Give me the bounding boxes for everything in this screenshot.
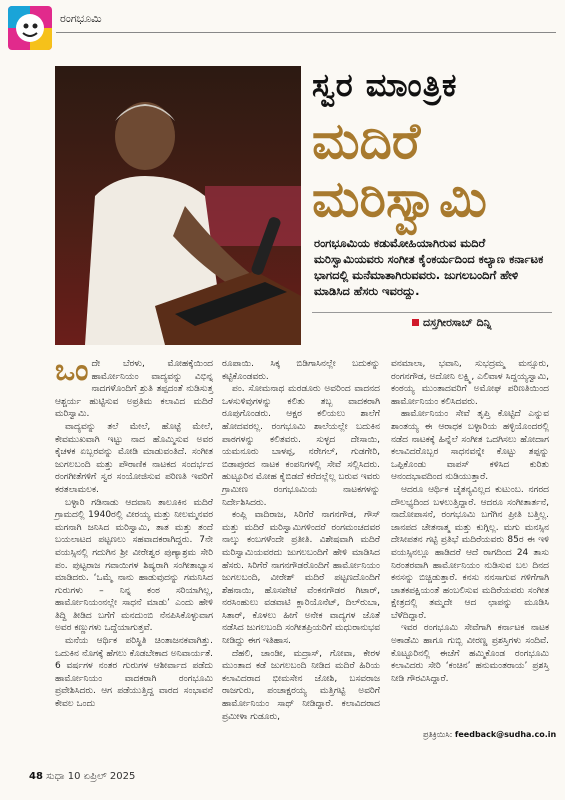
paragraph: ವಾದ್ಯವನ್ನು ತಲೆ ಮೇಲೆ, ಹೊಟ್ಟೆ ಮೇಲೆ, ಕೇವಮುಖವಾಗಿ ಇಟ್ಟು ನಾದ ಹೊಮ್ಮಿಸುವ ಅವರ ಕೈಚಳಕ ಏಬ್ಬರವನ್ನು ಮೋಡಿ ಮಾಡುವಂತಿದೆ. ಸಂಗೀತ ಜುಗಲಬಂದಿ ಮತ್ತು ಪೌರಾಣಿಕ ನಾಟಕದ ಸಂದರ್ಭದ ರಂಗಗೀತೆಗಳಿಗೆ ಸ್ವರ ಸಂಯೋಜಿಸುವ ಪರಿಣತಿ ಇವರಿಗೆ ಕರತಲಾಮಲಕ. <box>55 421 213 495</box>
magazine-logo <box>8 6 52 50</box>
header-divider <box>56 32 556 33</box>
paragraph: ಪಂ. ಸೋಮನಾಥ ಮರಡೂರು ಅವರಿಂದ ವಾದನದ ಒಳಸುಳಿವುಗಳನ್ನು ಕಲಿತು ತಬ್ಬ ವಾದಕರಾಗಿ ರೂಪುಗೊಂಡರು. ಆಕ್ಷರ ಕಲಿಯಲು ಶಾಲೆಗೆ ಹೋದವರಲ್ಲ. ರಂಗಭೂಮಿ ಶಾಲೆಯಲ್ಲೇ ಬದುಕಿನ ಪಾಠಗಳನ್ನು ಕಲಿತವರು. ಸುಳ್ಳದ ದೇಸಾಯಿ, ಯಮನೂರು ಬಾಳಪ್ಪ, ನರೇಗಲ್, ಗುಡಗೇರಿ, ಬಿಡಾಪುರದ ನಾಟಕ ಕಂಪನಿಗಳಲ್ಲಿ ಸೇವೆ ಸಲ್ಲಿಸಿದರು. ಹುಟ್ಟೂರಿನ ಮೋಹ ಕೈಬಿಡದೆ ಕರೆದಲ್ಲೆಲ್ಲ ಬರುವ ಇವರು ಗ್ರಾಮೀಣ ರಂಗಭೂಮಿಯ ನಾಟಕಗಳನ್ನು ನಿರ್ದೇಶಿಸಿದರು. <box>222 384 380 508</box>
paragraph: ಆದರೂ ಆರ್ಥಿಕ ಚೈತನ್ಯವಿಲ್ಲದ ಕುಟುಂಬ. ನಗರದ ದೌಲಭ್ಯದಿಂದ ಬಳಲುತ್ತಿದ್ದಾರೆ. ಆದರೂ ಸಂಗೀತಾರ್ತನೆ, ನಾದೋಪಾಸನೆ, ರಂಗಭೂಮಿ ಬಗೆಗಿನ ಪ್ರೀತಿ ಬತ್ತಿಲ್ಲ. ಜಾನಪದ ಚೇತನಾತ್ಮ ಮತ್ತು ಕುಗ್ಗಿಲ್ಲ. ಮಗು ಮನಸ್ಸಿನ ದೇಸೀಪತನ ಗಟ್ಟಿ ಪ್ರತಿಭೆ ಮದಿರೆಯವರು 85ರ ಈ ಇಳಿ ವಯಸ್ಸಿನಲ್ಲೂ ಹಾಡಿದರೆ ಆದೆ ರಾಗದಿಂದ 24 ತಾಸು ನಿರಂತರವಾಗಿ ಹಾರ್ಮೋನಿಯಂ ನುಡಿಸುವ ಬಲ ದಿನದ ಕನಸನ್ನು ಬಿಚ್ಚಿಡುತ್ತಾರೆ. ಕನಸು ನನಸಾಗುವ ಗಳಿಗೆಗಾಗಿ ಚಾತಕಪಕ್ಷಿಯಂತೆ ಹಂಬಲಿಸುವ ಮದಿರೆಯವರು ಸಂಗೀತ ಕ್ಷೇತ್ರದಲ್ಲಿ ತಮ್ಮದೇ ಆದ ಛಾಪನ್ನು ಮೂಡಿಸಿ ಬೆಳೆದಿದ್ದಾರೆ. <box>391 484 549 621</box>
article-title-line2: ಮರಿಸ್ವಾಮಿ <box>312 170 487 228</box>
body-column-1 <box>55 353 213 711</box>
paragraph: ವನಮಾಲಾ, ಭವಾನಿ, ಸುಭದ್ರಮ್ಮ ಮನ್ಸೂರು, ರಂಗನಗೌಡ, ಅದೋನಿ ಲಕ್ಷ್ಮಿ, ಎಲಿವಾಳ ಸಿದ್ದಯ್ಯಸ್ವಾಮಿ, ಕಂಠಯ್ಯ ಮುಂತಾದವರಿಗೆ ಅಮೋಘ ಪರಿಣತಿಯಿಂದ ಹಾರ್ಮೋನಿಯಂ ಕಲಿಸಿದವರು. <box>391 359 549 407</box>
summary-divider <box>312 312 552 313</box>
article-title-line1: ಮದಿರೆ <box>312 112 421 170</box>
feedback-line <box>423 730 556 740</box>
musician-photo <box>55 66 301 345</box>
author-name: ದಸ್ತಗೀರಸಾಬ್ ದಿನ್ನಿ <box>423 316 492 329</box>
byline-marker-icon <box>412 319 419 326</box>
page-footer <box>29 771 135 782</box>
paragraph: ಮನೆಯ ಆರ್ಥಿಕ ಪರಿಸ್ಥಿತಿ ಚಿಂತಾಜನಕವಾಗಿತ್ತು. ಒದುಕಿನ ನೊಗಕ್ಕೆ ಹೆಗಲು ಕೊಡಬೇಕಾದ ಅನಿವಾರ್ಯತೆ. 6 ವರ್ಷಗಳ ನಂತರ ಗುರುಗಳ ಆಶೀರ್ವಾದ ಪಡೆದು ಹಾರ್ಮೋನಿಯಂ ವಾದಕರಾಗಿ ರಂಗಭೂಮಿ ಪ್ರವೇಶಿಸಿದರು. ಆಗ ಪಡೆಯುತ್ತಿದ್ದ ವಾರದ ಸಂಭಾವನೆ ಕೇವಲ ಒಂದು <box>55 636 213 710</box>
body-column-2 <box>222 358 380 723</box>
article-summary: ರಂಗಭೂಮಿಯ ಕಡುಮೋಹಿಯಾಗಿರುವ ಮದಿರೆ ಮರಿಸ್ವಾಮಿಯವರು ಸಂಗೀತ ಕೈಂಕರ್ಯದಿಂದ ಕಲ್ಯಾಣ ಕರ್ನಾಟಕ ಭಾಗದಲ್ಲಿ ಮನೆಮಾತಾಗಿರುವವರು. ಜುಗಲಬಂದಿಗೆ ಹೇಳಿ ಮಾಡಿಸಿದ ಹೆಸರು ಇವರದ್ದು. <box>314 236 544 298</box>
section-label: ರಂಗಭೂಮಿ <box>60 12 102 25</box>
byline <box>412 316 491 330</box>
paragraph-text: ದೇ ಬೆರಳು, ಮೋಹಕ್ಕೆಯಿಂದ ಹಾರ್ಮೋನಿಯಂ ವಾದ್ಯವನ್ನು ವಿಭಿನ್ನ ನಾದಗಳೊಂದಿಗೆ ಶ್ರುತಿ ತಪ್ಪದಂತೆ ನುಡಿಸುತ್ತ ಆಶ್ಚರ್ಯ ಹುಟ್ಟಿಸುವ ಅಪ್ರತಿಮ ಕಲಾವಿದ ಮದಿರೆ ಮರಿಸ್ವಾಮಿ. <box>55 359 213 420</box>
drop-cap: ಒಂ <box>55 353 89 388</box>
body-column-3 <box>391 358 549 685</box>
article-kicker: ಸ್ವರ ಮಾಂತ್ರಿಕ <box>312 66 458 104</box>
paragraph: ಹಾರ್ಮೋನಿಯಂ ಸೇವೆ ತೃಪ್ತಿ ಕೊಟ್ಟಿದೆ ಎನ್ನುವ ಶಾಂತಯ್ಯ ಈ ಆರಾಧಕ ಬಳ್ಳಾರಿಯ ಹಳ್ಳಿಯೊಂದರಲ್ಲಿ ನಡೆದ ನಾಟಕಕ್ಕೆ ಹಿನ್ನೆಲೆ ಸಂಗೀತ ಒದಗಿಸಲು ಹೋದಾಗ ಕಲಾವಿದರೊಬ್ಬರ ಸಾಧನವನ್ನೇ ಕೊಟ್ಟು ತಪ್ಪನ್ನು ಒಪ್ಪಿಕೊಂಡು ವಾಪಸ್ ಕಳಿಸಿದ ಕುರಿತು ಆನಂದಭಾವದಿಂದ ನುಡಿಯುತ್ತಾರೆ. <box>391 409 549 483</box>
page-number: 48 <box>29 771 43 782</box>
feedback-label: ಪ್ರತಿಕ್ರಿಯಿಸಿ: <box>423 730 453 739</box>
paragraph: ಕಂಪ್ಲಿ ವಾದಿರಾಜ, ಸಿರಿಗೆರೆ ನಾಗನಗೌಡ, ಗೌಸ್ ಮತ್ತು ಮದಿರೆ ಮರಿಸ್ವಾಮಿಗಳಿಂದರೆ ರಂಗಮಂಚದವರ ನಾಲ್ಕು ಕಂಬಗಳೆಂದೇ ಪ್ರತೀತಿ. ವಿಶೇಷವಾಗಿ ಮದಿರೆ ಮರಿಸ್ವಾಮಿಯವರದು ಜುಗಲಬಂದಿಗೆ ಹೇಳಿ ಮಾಡಿಸಿದ ಹೆಸರು. ಸಿರಿಗೆರೆ ನಾಗನಗೌಡರೊಂದಿಗೆ ಹಾರ್ಮೋನಿಯಂ ಜುಗಲಬಂದಿ, ವೀರೇಶ್ ಮದಿರೆ ಪಟ್ಟಣದೊಂದಿಗೆ ಶೆಹನಾಯಿ, ಹೊಸಪೇಟೆ ವೆಂಕನಗೌಡರ ಗಿಟಾರ್, ನರಸಿಂಹುಲು ವಡವಾಟಿ ಕ್ಲಾರಿಯೊನೆಟ್, ದಿಲ್‌ರುಬಾ, ಸಿತಾರ್, ಕೊಳಲು ಹೀಗೆ ಅನೇಕ ವಾದ್ಯಗಳ ಜೊತೆ ನಡೆಸಿದ ಜುಗಲಬಂದಿ ಸಂಗೀತಪ್ರಿಯರಿಗೆ ಮಧುರಾನುಭವ ನೀಡಿದ್ದು ಈಗ ಇತಿಹಾಸ. <box>222 510 380 647</box>
paragraph <box>55 353 213 421</box>
issue-date: ಸುಧಾ 10 ಏಪ್ರಿಲ್ 2025 <box>46 771 136 782</box>
paragraph: ಇವರ ರಂಗಭೂಮಿ ಸೇವೆಗಾಗಿ ಕರ್ನಾಟಕ ನಾಟಕ ಅಕಾಡೆಮಿ ಹಾಗೂ ಗುಬ್ಬಿ ವೀರಣ್ಣ ಪ್ರಶಸ್ತಿಗಳು ಸಂದಿವೆ. ಕೊಟ್ಟೂರಿನಲ್ಲಿ ಈಚೆಗೆ ಹಮ್ಮಿಕೊಂಡ ರಂಗಭೂಮಿ ಕಲಾವಿದರು ಸೇರಿ ‘ಕಂಚಿನ’ ಹನುಮಂತರಾಯ’ ಪ್ರಶಸ್ತಿ ನೀಡಿ ಗೌರವಿಸಿದ್ದಾರೆ. <box>391 623 549 684</box>
paragraph: ರೂಪಾಯಿ. ಸಿಕ್ಕ ಬಿಡಿಗಾಸಿನಲ್ಲೇ ಬದುಕನ್ನು ಕಟ್ಟಿಕೊಂಡವರು. <box>222 359 380 382</box>
paragraph: ದೆಹಲಿ, ಚಾಂಡೀ, ಮದ್ರಾಸ್, ಗೋವಾ, ಕೇರಳ ಮುಂತಾದ ಕಡೆ ಜುಗಲಬಂದಿ ನೀಡಿದ ಮದಿರೆ ಹಿರಿಯ ಕಲಾವಿದರಾದ ಭೀಮಸೇನ ಜೋಶಿ, ಬಸವರಾಜ ರಾಜಗುರು, ಪಂಚಾಕ್ಷರಯ್ಯ ಮತ್ತಿಗಟ್ಟಿ ಅವರಿಗೆ ಹಾರ್ಮೋನಿಯಂ ಸಾಥ್ ನೀಡಿದ್ದಾರೆ. ಕಲಾವಿದರಾದ ಪ್ರಮೀಳಾ ಗುಡೂರು, <box>222 648 380 722</box>
feedback-email[interactable]: feedback@sudha.co.in <box>454 730 557 739</box>
paragraph: ಬಳ್ಳಾರಿ ಗಡಿನಾಡು ಆದವಾನಿ ತಾಲೂಕಿನ ಮದಿರೆ ಗ್ರಾಮದಲ್ಲಿ 1940ರಲ್ಲಿ ವೀರಯ್ಯ ಮತ್ತು ನೀಲಮ್ಮನವರ ಮಗನಾಗಿ ಜನಿಸಿದ ಮರಿಸ್ವಾಮಿ, ತಾತ ಮತ್ತು ತಂದೆ ಬಯಲಾಟದ ಪಟ್ಟಣಲು ಸಹವಾದಕರಾಗಿದ್ದರು. 7ನೇ ವಯಸ್ಸಿನಲ್ಲಿ ಗದುಗಿನ ಶ್ರೀ ವೀರೇಶ್ವರ ಪುಣ್ಯಾಶ್ರಮ ಸೇರಿ ಪಂ. ಪುಟ್ಟರಾಜ ಗವಾಯಿಗಳ ಶಿಷ್ಯರಾಗಿ ಸಂಗೀತಾಭ್ಯಾಸ ಮಾಡಿದರು. ‘ಒಮ್ಮೆ ನಾನು ಹಾಡುವುದನ್ನು ಗಮನಿಸಿದ ಗುರುಗಳು – ನಿನ್ನ ಕಂಠ ಸರಿಯಾಗಿಲ್ಲ, ಹಾರ್ಮೋನಿಯಂನಲ್ಲೇ ಸಾಧನೆ ಮಾಡು’ ಎಂದು ಹೇಳಿ ತಿದ್ದಿ ತೀಡಿದ ಬಗೆಗೆ ಮನದುಂಬಿ ನೆನಪಿಸಿಕೊಳ್ಳುವಾಗ ಅವರ ಕಣ್ಣುಗಳು ಒದ್ದೆಯಾಗುತ್ತವೆ. <box>55 497 213 634</box>
